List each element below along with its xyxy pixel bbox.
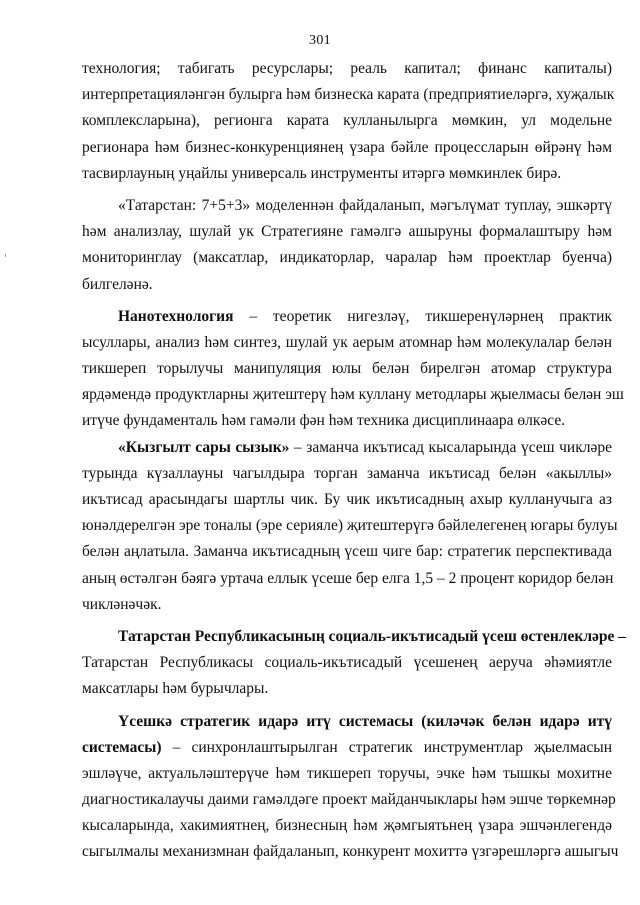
definition-line: [82, 624, 627, 650]
text-line: «Татарстан: 7+5+3» моделеннән файдаланып, мәгълүмат туплау, эшкәртү: [118, 196, 612, 214]
definition-term: Нанотехнология: [118, 307, 234, 325]
text-line: аның өстәлгән бәягә уртача еллык үсеше бер елга 1,5 – 2 процент коридор белән: [82, 569, 614, 587]
text-line: Татарстан Республикасы социаль-икътисадый үсешенең аеруча әһәмиятле: [82, 654, 612, 672]
margin-mark: [5, 254, 6, 257]
text-line: һәм анализлау, шулай ук Стратегияне гамәлгә ашыруны формалаштыру һәм: [82, 223, 612, 241]
text-line: тикшереп торылучы манипуляция юлы белән бирелгән атомар структура: [82, 360, 612, 378]
text-line: комплексларына), регионга карата кулланылырга мөмкин, ул модельне: [82, 112, 612, 130]
text-line: билгеләнә.: [82, 275, 153, 293]
text-line: итүче фундаменталь һәм гамәли фән һәм техника дисциплинаара өлкәсе.: [82, 412, 566, 430]
text-line: диагностикалаучы даими гамәлдәге проект майданчыклары һәм эшче төркемнәр: [82, 791, 616, 809]
page-number: 301: [309, 33, 331, 48]
text-line: кысаларында, хакимиятнең, бизнесның һәм җәмгыятьнең үзара эшчәнлегендә: [82, 817, 612, 835]
text-line: тасвирлауның уңайлы универсаль инструменты итәргә мөмкинлек бирә.: [82, 164, 562, 182]
definition-line: [82, 304, 612, 330]
text-line: белән аңлатыла. Заманча икътисадның үсеш чиге бар: стратегик перспективада: [82, 543, 612, 561]
text-line: регионара һәм бизнес-конкуренциянең үзара бәйле процессларын өйрәнү һәм: [82, 138, 612, 156]
text-line: максатлары һәм бурычлары.: [82, 680, 269, 698]
text-line: турында күзаллауны чагылдыра торган заманча икътисад белән «акыллы»: [82, 464, 612, 482]
text-line: чикләнәчәк.: [82, 595, 162, 613]
text-line: ярдәмендә продуктларны җитештерү һәм куллану методлары җыелмасы белән эш: [82, 386, 624, 404]
definition-term: системасы): [82, 738, 162, 756]
text-line: юнәлдерелгән эре тоналы (эре сериялe) җитештерүгә бәйлелегенең югары булуы: [82, 517, 618, 535]
definition-term: Татарстан Республикасының социаль-икътисадый үсеш өстенлекләре –: [118, 627, 627, 645]
text-line: эшләүче, актуальләштерүче һәм тикшереп торучы, эчке һәм тышкы мохитне: [82, 764, 612, 782]
text-line: технология; табигать ресурслары; реаль капитал; финанс капиталы): [82, 60, 612, 77]
text-line: интерпретацияләнгән булырга һәм бизнеска карата (предприятиеләргә, хуҗалык: [82, 86, 615, 104]
document-body: [82, 56, 627, 866]
definition-text: – заманча икътисад кысаларында үсеш чикләре: [289, 438, 612, 456]
text-line: икътисад арасындагы шартлы чик. Бу чик икътисадның ахыр кулланучыга аз: [82, 491, 612, 508]
text-line: сыгылмалы механизмнан файдаланып, конкурент мохиттә үзгәрешләргә ашыгыч: [82, 843, 619, 861]
definition-text: – теоретик нигезләү, тикшеренүләрнең практик: [233, 307, 612, 325]
text-line: ысуллары, анализ һәм синтез, шулай ук аерым атомнар һәм молекулалар белән: [82, 333, 612, 351]
definition-line: [82, 435, 612, 461]
text-line: мониторинглау (максатлар, индикаторлар, чаралар һәм проектлар буенча): [82, 249, 612, 267]
definition-term: Үсешкә стратегик идарә итү системасы (киләчәк белән идарә итү: [118, 712, 612, 730]
definition-text: – синхронлаштырылган стратегик инструментлар җыелмасын: [161, 738, 612, 756]
definition-term: «Кызгылт сары сызык»: [118, 438, 290, 456]
definition-line: [82, 735, 612, 761]
